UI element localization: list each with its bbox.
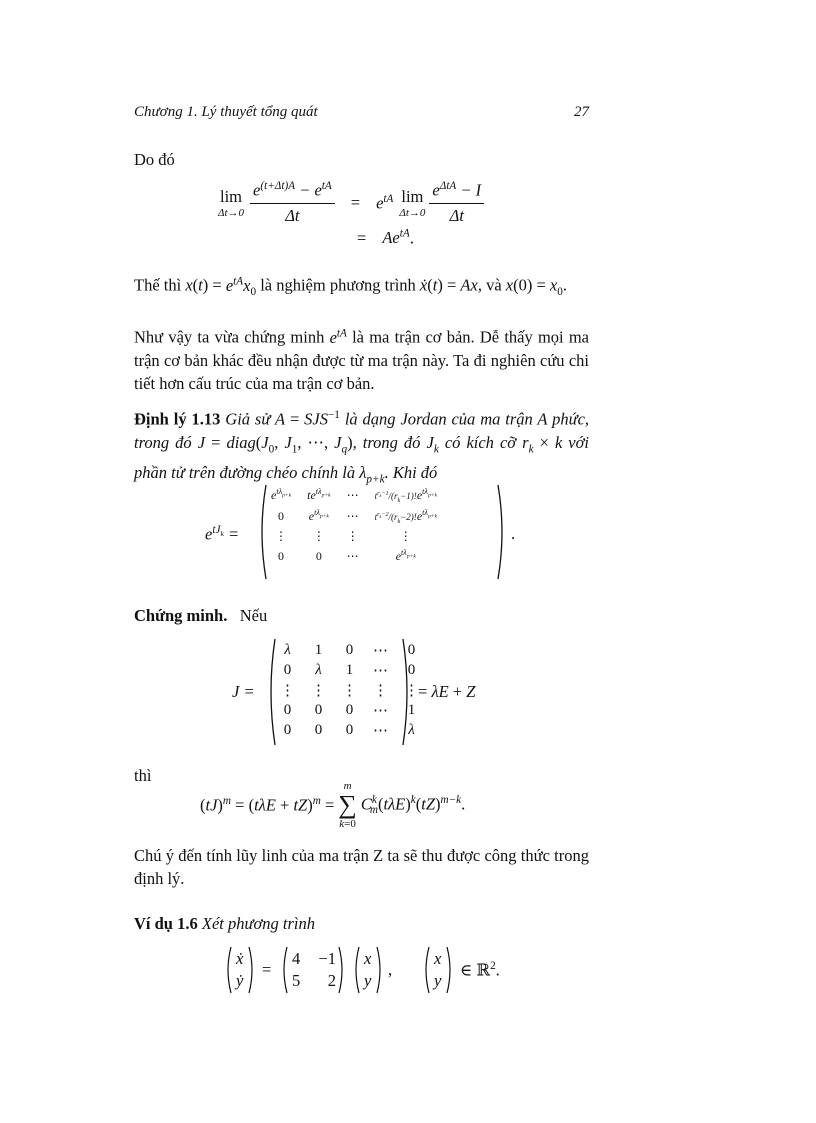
text-fragment: Giả sử [220, 409, 275, 429]
example-1-6 [134, 912, 589, 935]
text-fragment: có kích cỡ [438, 432, 523, 452]
nhu-vay-paragraph: Như vậy ta vừa chứng minh $e^{tA}$ là ma trận cơ bản. Dễ thấy mọi ma trận cơ bản khác đều nhận được từ ma trận này. Ta đi nghiên cứu chi tiết hơn cấu trúc của ma trận cơ bản. [134, 327, 589, 393]
thi-text: thì [134, 766, 152, 785]
text-fragment: . Khi đó [384, 462, 438, 482]
text-fragment: Nếu [239, 606, 268, 625]
text-fragment: là nghiệm phương trình [256, 275, 420, 295]
example-label: Ví dụ 1.6 [134, 914, 198, 933]
remark-paragraph: Chú ý đến tính lũy linh của ma trận Z ta sẽ thu được công thức trong định lý. [134, 846, 589, 888]
example-system: ẋ ẏ = 4 −1 5 2 x y , x y ∈ ℝ$^2$. [224, 946, 524, 994]
do-do-text: Do đó [134, 150, 175, 169]
theorem-label: Định lý 1.13 [134, 409, 221, 429]
theorem-1-13: Định lý 1.13 Giả sử $A = SJS^{-1}$ là dạng Jordan của ma trận A phức, trong đó $J = diag(J_0$, $J_1$, ⋯, $J_q$), trong đó $J_k$ có kích cỡ $r_k \times k$ với phần tử trên đường chéo chính là $\lambda_{p+k}$. Khi đó [134, 409, 590, 486]
chapter-title: Chương 1. Lý thuyết tổng quát [134, 104, 318, 120]
page-header [134, 104, 589, 121]
text-fragment: phức, trong đó [134, 409, 590, 452]
limit-equation: lim Δt→0 $\frac{e^{(t+\Delta t)A} - e^{tA}}{\Delta t}$ = $e^{tA}$ lim Δt→0 $\frac{e^{\Delta tA} - I}{\Delta t}$ = $Ae^{tA}$. [218, 180, 484, 248]
text-fragment: là ma trận cơ bản. Dễ thấy mọi ma trận cơ bản khác đều nhận được từ ma trận này. Ta đi nghiên cứu chi tiết hơn cấu trúc của ma trận cơ bản. [134, 327, 589, 393]
text-fragment: , trong đó [352, 432, 427, 452]
text-fragment: Thế thì [134, 275, 186, 295]
text-fragment: , và [477, 275, 506, 295]
the-thi-paragraph: Thế thì $x(t) = e^{tA}x_0$ là nghiệm phương trình ẋ(t) = Ax, và $x(0) = x_0$. [134, 275, 567, 298]
text-fragment: Xét phương trình [197, 914, 315, 933]
proof-label: Chứng minh. [134, 606, 228, 625]
page-number: 27 [574, 104, 589, 120]
text-fragment: với phần tử trên đường chéo chính là [134, 432, 590, 482]
proof-intro [134, 604, 589, 627]
text-fragment: Như vậy ta vừa chứng minh [134, 327, 330, 347]
binomial-expansion: (tJ)$^m$ = (tλE + tZ)$^m$ = m ∑ k=0 $C^k_m(t\lambda E)^k(tZ)^{m-k}$. [200, 780, 466, 830]
text-fragment: là dạng Jordan của ma trận [339, 409, 538, 429]
